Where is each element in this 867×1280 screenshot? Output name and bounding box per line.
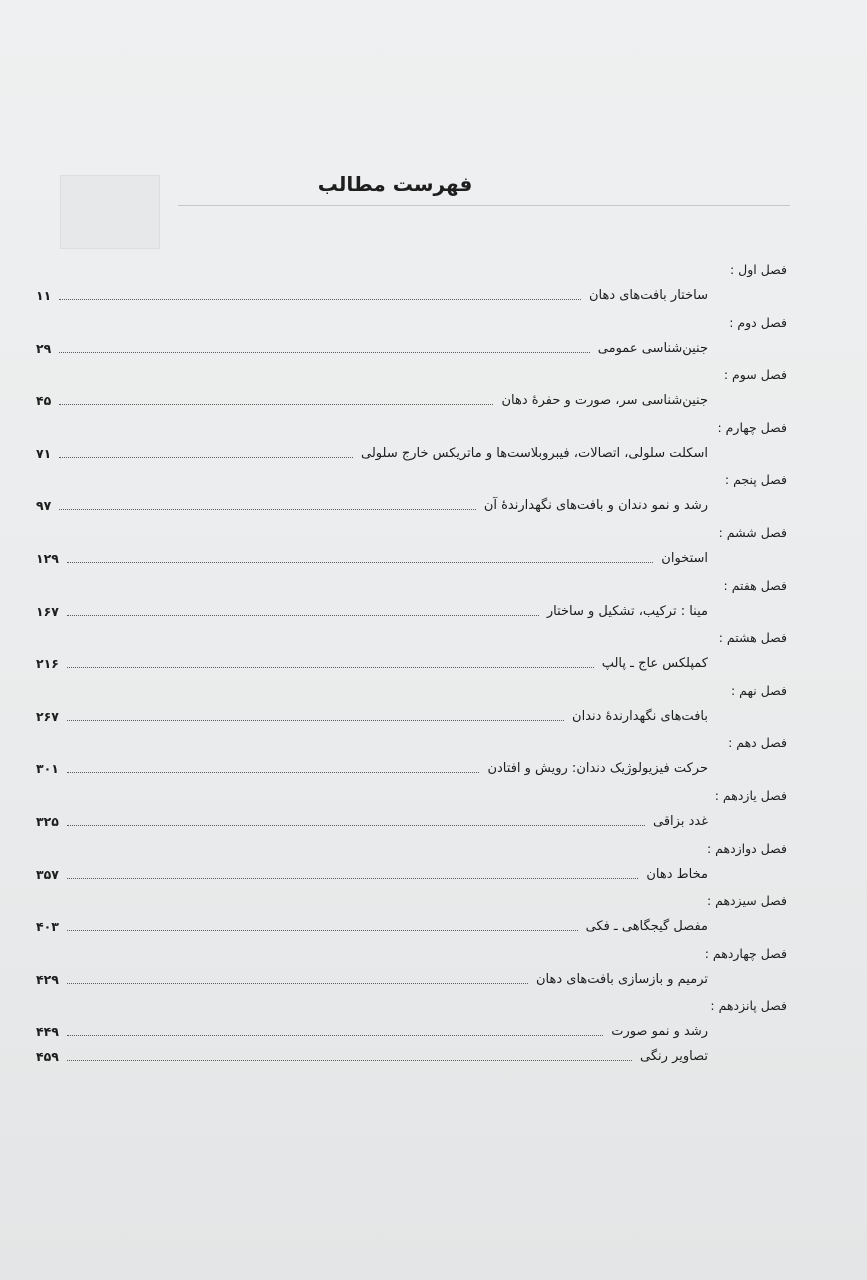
entry-title: ترمیم و بازسازی بافت‌های دهان xyxy=(535,971,708,987)
dot-leader xyxy=(59,352,590,353)
toc-entry xyxy=(36,446,708,464)
chapter-label: فصل نهم : xyxy=(731,682,787,698)
dot-leader xyxy=(67,615,539,616)
dot-leader xyxy=(67,1035,603,1036)
toc-entry xyxy=(36,498,708,516)
dot-leader xyxy=(59,509,476,510)
toc-entry xyxy=(36,1024,708,1042)
dot-leader xyxy=(67,983,528,984)
dot-leader xyxy=(67,720,564,721)
dot-leader xyxy=(67,667,594,668)
chapter-label: فصل سوم : xyxy=(723,367,787,383)
entry-title: مینا : ترکیب، تشکیل و ساختار xyxy=(546,603,708,619)
page-number: ۲۹ xyxy=(36,340,52,356)
page-number: ۴۰۳ xyxy=(36,919,59,935)
toc-entry xyxy=(36,288,708,306)
page-number: ۱۶۷ xyxy=(36,603,59,619)
page-number: ۴۵۹ xyxy=(36,1049,59,1064)
dot-leader xyxy=(59,404,493,405)
entry-title: حرکت فیزیولوژیک دندان: رویش و افتادن xyxy=(487,761,708,777)
entry-title: استخوان xyxy=(661,551,708,566)
dot-leader xyxy=(67,930,578,931)
dot-leader xyxy=(67,562,653,563)
entry-title: مفصل گیجگاهی ـ فکی xyxy=(585,919,708,935)
toc-entry xyxy=(36,867,708,885)
toc-entry xyxy=(36,393,708,411)
chapter-label: فصل چهاردهم : xyxy=(704,945,787,961)
page-number: ۴۴۹ xyxy=(36,1024,59,1040)
page-number: ۷۱ xyxy=(36,445,52,461)
page-number: ۳۵۷ xyxy=(36,866,59,882)
toc-entry xyxy=(36,709,708,727)
page-number: ۳۰۱ xyxy=(36,761,59,777)
dot-leader xyxy=(59,299,581,300)
toc-entry xyxy=(36,919,708,937)
dot-leader xyxy=(67,825,645,826)
toc-entry xyxy=(36,551,708,569)
chapter-label: فصل سیزدهم : xyxy=(706,893,787,909)
chapter-label: فصل چهارم : xyxy=(717,419,787,435)
page-number: ۳۲۵ xyxy=(36,814,59,829)
chapter-label: فصل دهم : xyxy=(728,735,787,751)
toc-entry xyxy=(36,341,708,359)
chapter-label: فصل پانزدهم : xyxy=(710,998,787,1014)
entry-title: ساختار بافت‌های دهان xyxy=(588,288,708,303)
chapter-label: فصل هفتم : xyxy=(723,577,787,593)
entry-title: تصاویر رنگی xyxy=(640,1049,708,1064)
toc-entry xyxy=(36,656,708,674)
chapter-label: فصل یازدهم : xyxy=(714,788,787,803)
entry-title: رشد و نمو صورت xyxy=(611,1024,708,1040)
dot-leader xyxy=(67,1060,632,1061)
toc-entry xyxy=(36,814,708,832)
entry-title: اسکلت سلولی، اتصالات، فیبروبلاست‌ها و ماتریکس خارج سلولی xyxy=(361,445,708,461)
entry-title: مخاط دهان xyxy=(646,866,708,882)
entry-title: جنین‌شناسی عمومی xyxy=(597,340,708,356)
chapter-label: فصل دوازدهم : xyxy=(706,840,787,856)
page-number: ۱۱ xyxy=(36,288,52,303)
toc-entry xyxy=(36,604,708,622)
chapter-label: فصل پنجم : xyxy=(724,472,787,488)
page-number: ۲۶۷ xyxy=(36,708,59,724)
chapter-label: فصل اول : xyxy=(729,262,787,277)
page-title: فهرست مطالب xyxy=(317,172,473,196)
chapter-label: فصل هشتم : xyxy=(718,630,787,646)
dot-leader xyxy=(67,878,638,879)
page-number: ۴۵ xyxy=(36,393,52,409)
dot-leader xyxy=(67,772,480,773)
page-number: ۲۱۶ xyxy=(36,656,59,672)
dot-leader xyxy=(59,457,353,458)
toc-entry xyxy=(36,972,708,990)
page-number: ۱۲۹ xyxy=(36,551,59,566)
entry-title: جنین‌شناسی سر، صورت و حفرهٔ دهان xyxy=(501,393,708,409)
chapter-label: فصل دوم : xyxy=(729,314,787,330)
entry-title: غدد بزاقی xyxy=(653,814,708,829)
page-number: ۹۷ xyxy=(36,498,52,514)
entry-title: بافت‌های نگهدارندهٔ دندان xyxy=(572,708,708,724)
toc-entry xyxy=(36,1049,708,1067)
toc-entry xyxy=(36,761,708,779)
entry-title: رشد و نمو دندان و بافت‌های نگهدارندهٔ آن xyxy=(483,498,708,514)
chapter-label: فصل ششم : xyxy=(718,525,787,540)
page-number: ۴۲۹ xyxy=(36,971,59,987)
entry-title: کمپلکس عاج ـ پالپ xyxy=(601,656,708,672)
